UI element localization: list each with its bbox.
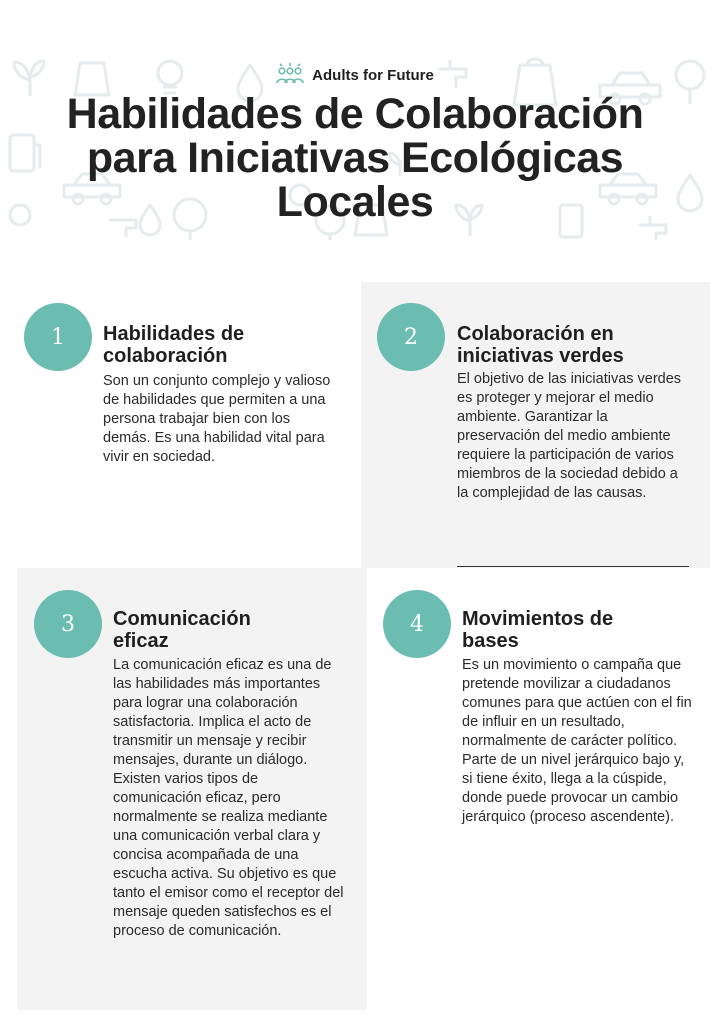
number-badge: 4 xyxy=(383,590,451,658)
card-title xyxy=(462,608,702,652)
card-body: Son un conjunto complejo y valioso de habilidades que permiten a una persona trabajar bien con los demás. Es una habilidad vital para vivir en sociedad. xyxy=(103,373,331,465)
divider xyxy=(457,566,689,567)
card-title xyxy=(457,323,697,367)
number-badge: 3 xyxy=(34,590,102,658)
card-title-line: Comunicación xyxy=(113,608,251,630)
card-title xyxy=(113,608,353,652)
card-title-line: Habilidades de xyxy=(103,323,245,345)
card-body: La comunicación eficaz es una de las habilidades más importantes para lograr una colaboración satisfactoria. Implica el acto de transmitir un mensaje y recibir mensajes, durante un diálogo. Existen varios tipos de comunicación eficaz, pero normalmente se realiza mediante una comunicación verbal clara y concisa acompañada de una escucha activa. Su objetivo es que tanto el emisor como el receptor del mensaje queden satisfechos es el proceso de comunicación. xyxy=(113,657,344,939)
title-line-1: Habilidades de Colaboración xyxy=(66,90,644,138)
brand-name: Adults for Future xyxy=(312,66,434,84)
number-badge: 1 xyxy=(24,303,92,371)
card-title xyxy=(103,323,343,367)
number-badge: 2 xyxy=(377,303,445,371)
card-body: El objetivo de las iniciativas verdes es proteger y mejorar el medio ambiente. Garantizar la preservación del medio ambiente requiere la participación de varios miembros de la sociedad debido a la complejidad de las causas. xyxy=(457,371,682,501)
card-title-line: eficaz xyxy=(113,630,169,652)
title-line-2: para Iniciativas Ecológicas xyxy=(86,134,624,182)
card-title-line: iniciativas verdes xyxy=(457,345,624,367)
brand xyxy=(0,65,710,87)
card-title-line: Movimientos de xyxy=(462,608,614,630)
people-group-icon xyxy=(276,63,304,85)
card-title-line: colaboración xyxy=(103,345,228,367)
card-title-line: bases xyxy=(462,630,519,652)
title-line-3: Locales xyxy=(276,178,434,226)
card-title-line: Colaboración en xyxy=(457,323,614,345)
page-title xyxy=(0,92,710,224)
card-body: Es un movimiento o campaña que pretende movilizar a ciudadanos comunes para que actúen con el fin de influir en un resultado, normalmente de carácter político. Parte de un nivel jerárquico bajo y, si tiene éxito, llega a la cúspide, donde puede provocar un cambio jerárquico (proceso ascendente). xyxy=(462,657,692,825)
